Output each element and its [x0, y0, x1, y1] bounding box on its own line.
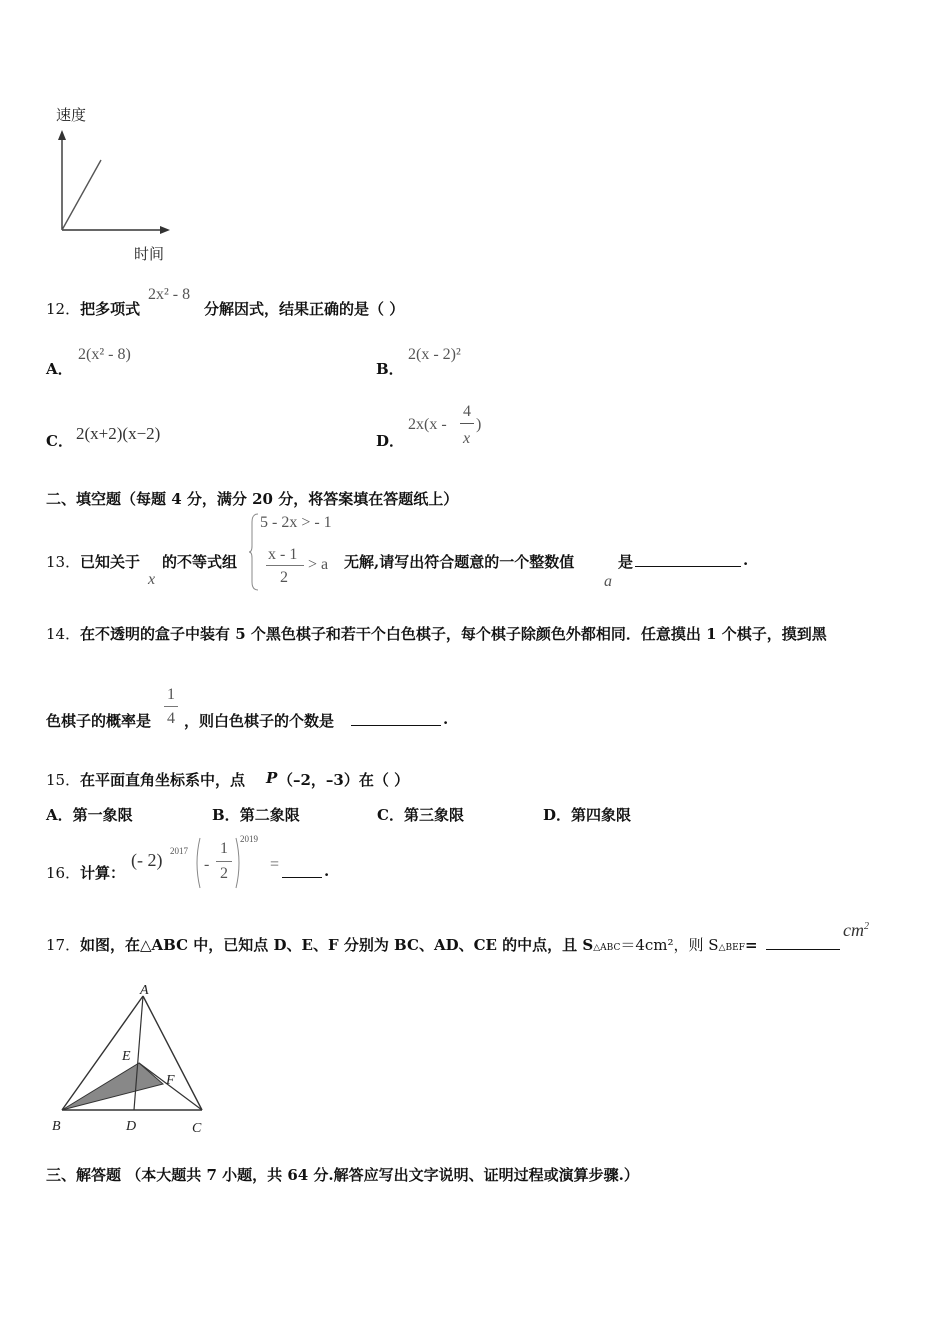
q13-text-before: 已知关于 — [80, 553, 141, 571]
q15-option-c-text: 第三象限 — [403, 806, 464, 824]
q16-text: 计算： — [80, 864, 126, 882]
q12-option-b-expr: 2(x - 2)² — [408, 346, 461, 363]
q16-answer-blank[interactable] — [282, 863, 322, 878]
label-e: E — [122, 1049, 131, 1064]
q12-option-c-expr: 2(x+2)(x−2) — [76, 424, 161, 443]
q17-text-2: ＝4cm²，则 S — [620, 936, 719, 954]
q13-inequality-2-rhs: > a — [308, 556, 329, 573]
q15-option-a-text: 第一象限 — [72, 806, 133, 824]
q16-number: 16． — [46, 864, 81, 882]
q12-option-d-frac-bar — [460, 423, 474, 424]
q17-text-1: 如图，在△ABC 中，已知点 D、E、F 分别为 BC、AD、CE 的中点，且 S — [80, 936, 594, 954]
q15-option-c-letter: C． — [377, 806, 404, 824]
q13-var-x: x — [148, 571, 156, 588]
q14-frac-den: 4 — [167, 710, 175, 727]
q16-exponent-1: 2017 — [170, 846, 188, 856]
q13-var-a: a — [604, 573, 612, 590]
q15-option-a — [46, 804, 133, 825]
label-a: A — [140, 983, 149, 998]
label-b: B — [52, 1119, 61, 1134]
q17-subscript-abc: △ABC — [593, 943, 621, 953]
question-12 — [46, 298, 140, 319]
q12-option-c-letter: C． — [46, 432, 73, 450]
q16-parentheses — [192, 836, 244, 890]
q16-negative: - — [204, 856, 210, 873]
q17-question — [80, 934, 758, 955]
q13-inequality-2-den: 2 — [280, 569, 288, 586]
q15-option-b-letter: B． — [212, 806, 240, 824]
side-ac — [143, 996, 202, 1110]
q13-number: 13． — [46, 553, 81, 571]
q13-end-punct: . — [743, 551, 749, 569]
q16-frac-bar — [216, 861, 232, 862]
q15-option-d-letter: D． — [543, 806, 572, 824]
q13-inequality-2-num: x - 1 — [268, 546, 298, 563]
q13-inequality-1: 5 - 2x > - 1 — [260, 514, 332, 531]
q15-text: 在平面直角坐标系中，点 — [80, 771, 246, 789]
q12-option-d-pre: 2x(x - — [408, 416, 447, 433]
q12-text-before: 把多项式 — [80, 300, 141, 318]
q17-number: 17． — [46, 936, 81, 954]
q13-text-end: 是 — [618, 553, 634, 571]
q16-exponent-2: 2019 — [240, 834, 258, 844]
q15-option-d — [543, 804, 631, 825]
label-d: D — [126, 1119, 137, 1134]
q14-line-2-after: ，则白色棋子的个数是 — [184, 712, 335, 730]
q15-option-a-letter: A． — [46, 806, 73, 824]
q15-point: P — [266, 769, 278, 787]
q12-option-a-letter: A． — [46, 360, 73, 378]
q12-text-after: 分解因式，结果正确的是（ ） — [204, 300, 405, 318]
q13-brace — [248, 512, 260, 592]
q13-text-after: 无解,请写出符合题意的一个整数值 — [344, 553, 575, 571]
q15-coords: （–2，–3）在（ ） — [278, 771, 410, 789]
section-3-title: 三、解答题 （本大题共 7 小题，共 64 分.解答应写出文字说明、证明过程或演算步骤.） — [46, 1166, 639, 1184]
speed-time-graph — [40, 126, 180, 241]
section-2-title: 二、填空题（每题 4 分，满分 20 分，将答案填在答题纸上） — [46, 490, 459, 508]
q17-unit — [843, 920, 869, 941]
q17-text-3: = — [744, 936, 758, 954]
q13-answer-blank[interactable] — [635, 552, 741, 567]
q12-option-d-letter: D． — [376, 432, 405, 450]
q16-frac-den: 2 — [220, 865, 228, 882]
q17-subscript-bef: △BEF — [718, 943, 745, 953]
q12-option-b-letter: B． — [376, 360, 404, 378]
q15-option-c — [377, 804, 464, 825]
q16-end-punct: . — [324, 862, 330, 880]
q14-end-punct: . — [443, 710, 449, 728]
q12-number: 12． — [46, 300, 81, 318]
q12-option-d-frac-num: 4 — [463, 403, 471, 420]
q13-inequality-2-bar — [266, 565, 304, 566]
q16-frac-num: 1 — [220, 840, 228, 857]
q15-option-b-text: 第二象限 — [239, 806, 300, 824]
q16-equals: = — [270, 856, 280, 873]
q14-line-2-before: 色棋子的概率是 — [46, 712, 152, 730]
q12-expression: 2x² - 8 — [148, 286, 191, 303]
q17-unit-exponent: 2 — [864, 921, 869, 932]
q16-base-1: (- 2) — [131, 850, 163, 870]
q14-frac-bar — [164, 706, 178, 707]
q14-answer-blank[interactable] — [351, 711, 441, 726]
q17-answer-blank[interactable] — [766, 935, 840, 950]
speed-axis-label: 速度 — [56, 106, 87, 124]
q14-line-1: 在不透明的盒子中装有 5 个黑色棋子和若干个白色棋子，每个棋子除颜色外都相同．任意摸出 1 个棋子，摸到黑 — [80, 625, 827, 643]
segment-ad — [134, 996, 143, 1110]
q13-text-mid: 的不等式组 — [162, 553, 238, 571]
q15-option-d-text: 第四象限 — [571, 806, 632, 824]
q14-number: 14． — [46, 625, 81, 643]
q15-number: 15． — [46, 771, 81, 789]
q17-unit-text: cm — [843, 920, 864, 940]
q15-option-b — [212, 804, 300, 825]
time-axis-label: 时间 — [134, 245, 165, 263]
q14-frac-num: 1 — [167, 686, 175, 703]
triangle-figure — [44, 980, 224, 1140]
label-c: C — [192, 1121, 202, 1136]
q12-option-a-expr: 2(x² - 8) — [78, 346, 131, 363]
label-f: F — [166, 1073, 175, 1088]
q12-option-d-post: ) — [476, 416, 482, 433]
q12-option-d-frac-den: x — [463, 430, 471, 447]
